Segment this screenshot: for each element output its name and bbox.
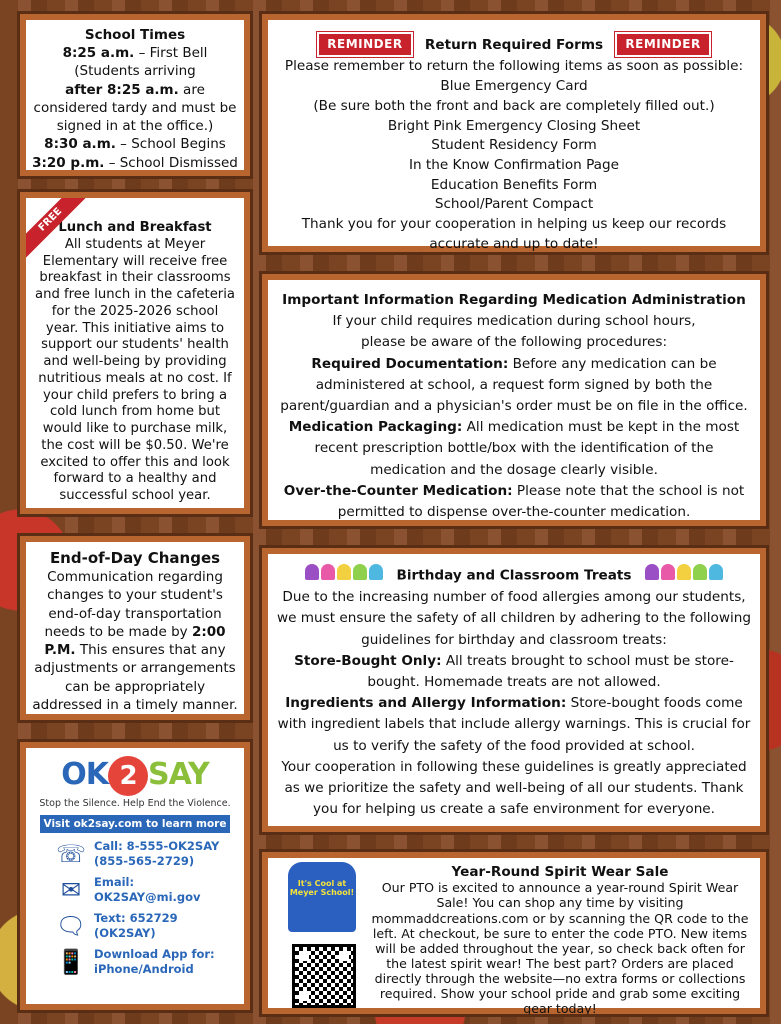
forms-intro: Please remember to return the following items as soon as possible:: [284, 58, 744, 75]
forms-item: Blue Emergency Card: [440, 78, 588, 95]
arriving-note-1: (Students arriving: [74, 63, 196, 80]
spirit-wear-box: [262, 852, 766, 1017]
forms-item: (Be sure both the front and back are completely filled out.): [313, 97, 715, 114]
medication-title: Important Information Regarding Medication Administration: [282, 292, 746, 308]
lunch-title: Lunch and Breakfast: [58, 220, 212, 235]
end-of-day-title: End-of-Day Changes: [49, 549, 221, 567]
ok2say-text-row[interactable]: 🗨 Text: 652729 (OK2SAY): [55, 910, 178, 940]
chat-bubble-icon: 🗨: [55, 911, 87, 940]
medication-intro: If your child requires medication during school hours, please be aware of the following procedures:: [332, 313, 696, 351]
mobile-phone-icon: 📱: [56, 947, 86, 976]
cupcakes-icon-right: [644, 564, 724, 587]
ok2say-app-row[interactable]: 📱 Download App for: iPhone/Android: [54, 947, 240, 977]
treats-box: [262, 548, 766, 832]
phone-icon: ☏: [55, 839, 86, 868]
lunch-box: [20, 192, 250, 514]
forms-item: School/Parent Compact: [434, 196, 594, 213]
medication-box: [262, 274, 766, 526]
end-of-day-box: [20, 536, 250, 720]
school-times-box: [20, 14, 250, 176]
forms-item: Student Residency Form: [431, 137, 597, 154]
ok2say-tagline: Stop the Silence. Help End the Violence.: [39, 798, 231, 809]
spirit-title: Year-Round Spirit Wear Sale: [451, 864, 669, 880]
school-begins: 8:30 a.m. – School Begins: [44, 136, 226, 153]
lunch-body: All students at Meyer Elementary will receive free breakfast in their classrooms and free lunch in the cafeteria for the 2025-2026 school year. This initiative aims to support our students' health and well-being by providing nutritious meals at no cost. If your child prefers to bring a cold lunch from home but would like to purchase milk, the cost will be $0.50. We're excited to offer this and look forward to a healthy and successful school year.: [35, 236, 235, 504]
treats-header: [276, 564, 752, 587]
arriving-note-2: after 8:25 a.m. are considered tardy and must be signed in at the office.): [33, 81, 237, 135]
free-badge: FREE: [20, 192, 89, 258]
treats-title: Birthday and Classroom Treats: [396, 567, 632, 584]
treats-ingredients: Ingredients and Allergy Information: Store-bought foods come with ingredient labels that include allergy warnings. This is crucial for us to verify the safety of the food provided at school.: [277, 695, 751, 754]
spirit-body: Our PTO is excited to announce a year-round Spirit Wear Sale! You can shop any time by visiting mommaddcreations.com or by scanning the QR code to the left. At checkout, be sure to enter the code PTO. New items will be added throughout the year, so check back often for the latest spirit wear! The best part? Orders are placed directly through the website—no extra forms or collections required. Show your school pride and grab some exciting gear today!: [371, 880, 749, 1017]
school-times-title: School Times: [84, 27, 186, 43]
school-dismissed: 3:20 p.m. – School Dismissed: [32, 154, 238, 171]
ok2say-box: [20, 742, 250, 1010]
ok2say-logo: OK 2 SAY: [30, 756, 240, 796]
reminder-ribbon-left: REMINDER: [317, 32, 412, 57]
medication-packaging: Medication Packaging: All medication must be kept in the most recent prescription bottle/box with the identification of the medication and the dosage clearly visible.: [288, 419, 740, 478]
cupcakes-icon-left: [304, 564, 384, 587]
forms-box: [262, 14, 766, 252]
reminder-ribbon-right: REMINDER: [615, 32, 710, 57]
treats-closing: Your cooperation in following these guidelines is greatly appreciated as we prioritize the safety and well-being of all our students. Thank you for helping us create a safe environment for everyone.: [281, 758, 747, 818]
medication-otc: Over-the-Counter Medication: Please note that the school is not permitted to dispense over-the-counter medication.: [283, 482, 745, 521]
ok2say-visit-link[interactable]: Visit ok2say.com to learn more: [40, 815, 230, 833]
forms-item: Education Benefits Form: [430, 176, 598, 193]
medication-documentation: Required Documentation: Before any medication can be administered at school, a request form signed by both the parent/guardian and a physician's order must be on file in the office.: [280, 355, 748, 415]
qr-code[interactable]: [292, 944, 356, 1008]
forms-closing: Thank you for your cooperation in helping us keep our records accurate and up to date!: [301, 216, 727, 252]
end-of-day-body: Communication regarding changes to your student's end-of-day transportation needs to be made by 2:00 P.M. This ensures that any adjustments or arrangements can be appropriately addressed in a timely manner.: [32, 569, 238, 713]
ok2say-call-row[interactable]: ☏ Call: 8-555-OK2SAY (855-565-2729): [55, 839, 220, 868]
email-icon: ✉: [60, 875, 82, 904]
forms-item: Bright Pink Emergency Closing Sheet: [387, 117, 641, 134]
ok2say-email-row[interactable]: ✉ Email: OK2SAY@mi.gov: [54, 875, 240, 905]
first-bell: 8:25 a.m. – First Bell: [62, 45, 208, 62]
forms-header: [274, 32, 754, 57]
forms-title: Return Required Forms: [424, 36, 604, 53]
forms-item: In the Know Confirmation Page: [408, 156, 620, 173]
treats-store-bought: Store-Bought Only: All treats brought to school must be store-bought. Homemade treats are not allowed.: [294, 652, 734, 691]
tshirt-image: It's Cool at Meyer School!: [288, 862, 356, 932]
treats-intro: Due to the increasing number of food allergies among our students, we must ensure the safety of all children by adhering to the following guidelines for birthday and classroom treats:: [277, 589, 751, 648]
